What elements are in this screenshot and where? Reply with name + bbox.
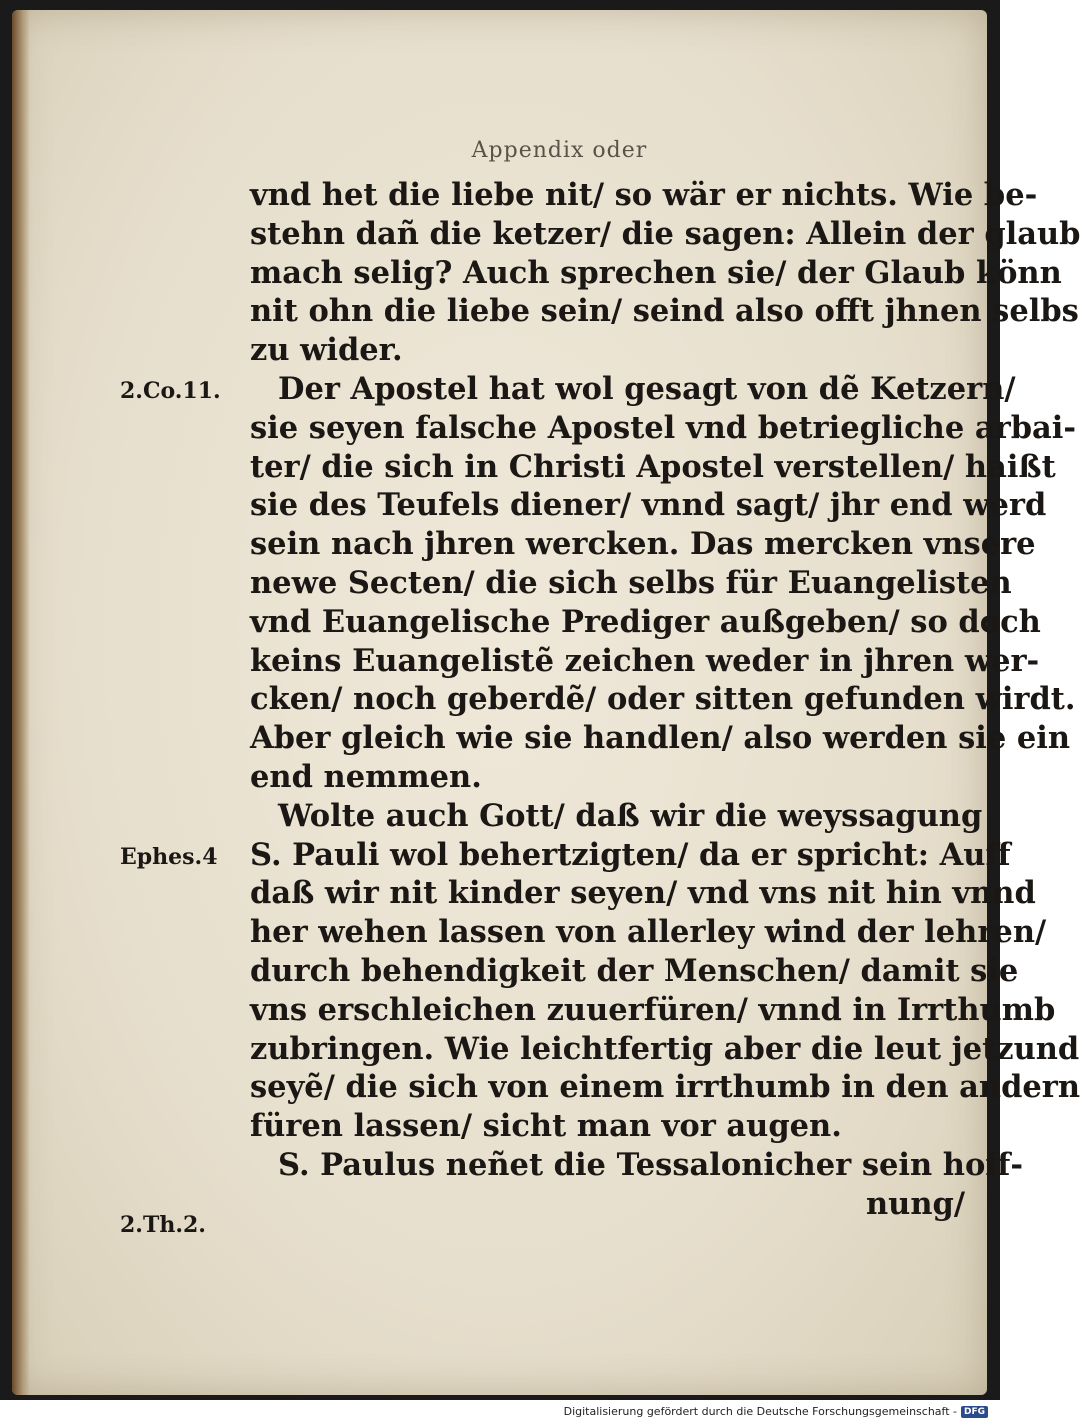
book-page	[12, 10, 1081, 1395]
text-line: mach selig? Auch sprechen sie/ der Glaub könn	[250, 254, 1062, 291]
body-text	[250, 176, 1081, 1224]
footer-credit: Digitalisierung gefördert durch die Deutsche Forschungsgemeinschaft -	[563, 1405, 957, 1418]
text-line: füren lassen/ sicht man vor augen.	[250, 1108, 842, 1145]
dfg-logo: DFG	[961, 1406, 988, 1418]
text-line: vnd Euangelische Prediger außgeben/ so doch	[250, 603, 1041, 640]
binding-edge	[12, 10, 30, 1395]
text-line: S. Pauli wol behertzigten/ da er spricht: Auff	[250, 836, 1011, 873]
marginal-note-2th2: 2.Th.2.	[120, 1212, 206, 1238]
catchword: nung/	[866, 1185, 965, 1222]
running-header: Appendix oder	[471, 138, 648, 163]
text-line: nit ohn die liebe sein/ seind also offt jhnen selbs	[250, 293, 1079, 330]
text-line: ter/ die sich in Christi Apostel verstellen/ haißt	[250, 448, 1056, 485]
text-line: stehn dañ die ketzer/ die sagen: Allein der glaub	[250, 215, 1081, 252]
text-line: vnd het die liebe nit/ so wär er nichts. Wie be-	[250, 177, 1038, 213]
text-line: Der Apostel hat wol gesagt von dẽ Ketzern/	[278, 370, 1016, 407]
marginal-note-ephes4: Ephes.4	[120, 844, 218, 870]
text-line: Wolte auch Gott/ daß wir die weyssagung	[278, 797, 983, 834]
text-line: cken/ noch geberdẽ/ oder sitten gefunden wirdt.	[250, 681, 1076, 718]
text-line: end nemmen.	[250, 758, 482, 795]
text-line: sie des Teufels diener/ vnnd sagt/ jhr end werd	[250, 487, 1047, 524]
text-line: zu wider.	[250, 332, 403, 369]
text-line: S. Paulus neñet die Tessalonicher sein hoff-	[278, 1146, 1023, 1183]
digitization-footer	[564, 1405, 988, 1418]
text-line: newe Secten/ die sich selbs für Euangelisten	[250, 564, 1012, 601]
text-line: Aber gleich wie sie handlen/ also werden sie ein	[250, 720, 1071, 757]
text-line: durch behendigkeit der Menschen/ damit sie	[250, 952, 1019, 989]
text-line: seyẽ/ die sich von einem irrthumb in den andern	[250, 1069, 1081, 1106]
text-line: keins Euangelistẽ zeichen weder in jhren wer-	[250, 642, 1040, 679]
text-line: zubringen. Wie leichtfertig aber die leut jetzund	[250, 1030, 1080, 1067]
text-line: sein nach jhren wercken. Das mercken vnsere	[250, 526, 1036, 563]
text-line: vns erschleichen zuuerfüren/ vnnd in Irrthumb	[250, 991, 1056, 1028]
text-line: her wehen lassen von allerley wind der lehren/	[250, 914, 1047, 951]
text-line: daß wir nit kinder seyen/ vnd vns nit hin vnnd	[250, 875, 1036, 912]
marginal-note-2co11: 2.Co.11.	[120, 378, 221, 404]
text-line: sie seyen falsche Apostel vnd betriegliche arbai-	[250, 409, 1077, 446]
